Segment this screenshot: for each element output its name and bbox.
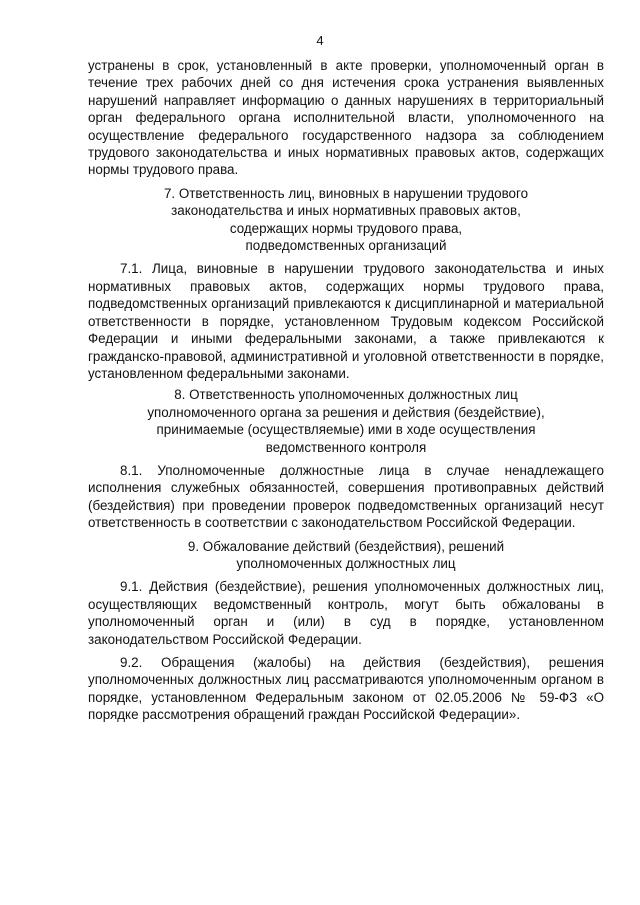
- section-9-heading-line: 9. Обжалование действий (бездействия), решений: [187, 538, 505, 554]
- section-8-heading-line: ведомственного контроля: [265, 439, 427, 455]
- section-7-heading-line: подведомственных организаций: [245, 238, 447, 254]
- section-8-heading-line: принимаемые (осуществляемые) ими в ходе осуществления: [156, 422, 536, 438]
- section-8-heading-line: 8. Ответственность уполномоченных должностных лиц: [174, 387, 518, 403]
- section-7-heading-line: содержащих нормы трудового права,: [229, 220, 463, 236]
- section-9-paragraph-9-2: 9.2. Обращения (жалобы) на действия (бездействия), решения уполномоченных должностных лиц рассматриваются уполномоченным органом в порядке, установленном Федеральным законом от 02.05.2006 № 59-ФЗ «О порядке рассмотрения обращений граждан Российской Федерации».: [88, 655, 604, 723]
- document-body: [88, 57, 604, 724]
- section-7-heading-line: законодательства и иных нормативных правовых актов,: [171, 203, 521, 219]
- page-number: 4: [316, 33, 324, 48]
- section-8-paragraph-8-1: 8.1. Уполномоченные должностные лица в случае ненадлежащего исполнения служебных обязанностей, совершения противоправных действий (бездействия) при проведении проверок подведомственных организаций несут ответственность в соответствии с законодательством Российской Федерации.: [88, 462, 604, 531]
- section-7-paragraph-7-1: 7.1. Лица, виновные в нарушении трудового законодательства и иных нормативных правовых актов, содержащих нормы трудового права, подведомственных организаций привлекаются к дисциплинарной и материальной ответственности в порядке, установленном Трудовым кодексом Российской Федерации и иными федеральными законами, а также привлекаются к гражданско-правовой, административной и уголовной ответственности в порядке, установленном федеральными законами.: [88, 261, 604, 381]
- intro-paragraph: устранены в срок, установленный в акте проверки, уполномоченный орган в течение трех рабочих дней со дня истечения срока устранения выявленных нарушений направляет информацию о данных нарушениях в территориальный орган федерального органа исполнительной власти, уполномоченного на осуществление федерального государственного надзора за соблюдением трудового законодательства и иных нормативных правовых актов, содержащих нормы трудового права.: [88, 58, 604, 178]
- section-9-heading: [88, 538, 604, 573]
- section-9-paragraph-9-1: 9.1. Действия (бездействие), решения уполномоченных должностных лиц, осуществляющих ведомственный контроль, могут быть обжалованы в уполномоченный орган и (или) в суд в порядке, установленном законодательством Российской Федерации.: [88, 579, 604, 647]
- section-9-heading-line: уполномоченных должностных лиц: [236, 555, 456, 571]
- section-7-heading-line: 7. Ответственность лиц, виновных в нарушении трудового: [163, 185, 529, 201]
- section-7-heading: [88, 185, 604, 255]
- section-8-heading-line: уполномоченного органа за решения и действия (бездействие),: [147, 404, 545, 420]
- section-8-heading: [88, 386, 604, 456]
